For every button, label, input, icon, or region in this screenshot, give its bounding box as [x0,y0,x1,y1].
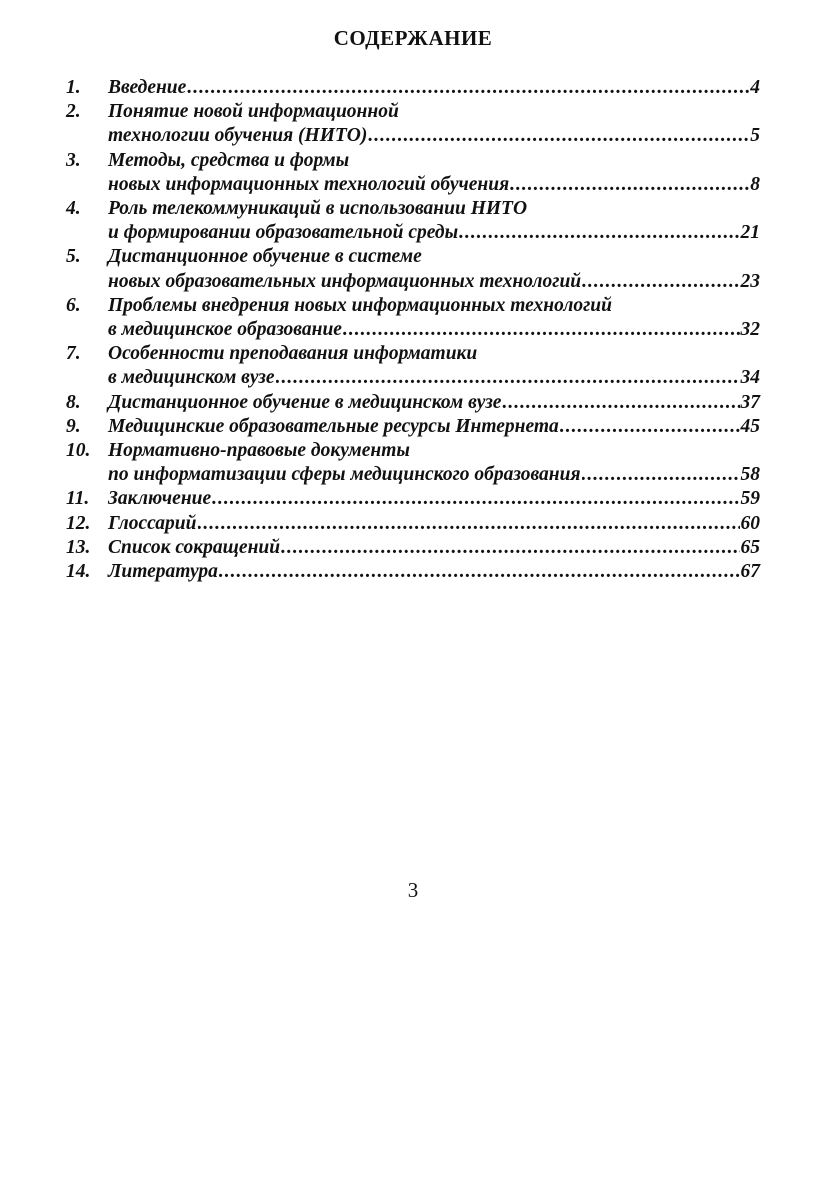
entry-title: в медицинское образование [108,319,342,341]
entry-title: и формировании образовательной среды [108,222,459,244]
entry-page-number: 23 [740,270,760,292]
toc-entry [66,76,760,100]
entry-title: Медицинские образовательные ресурсы Интернета [108,415,559,437]
toc-entry [66,439,760,487]
entry-title: по информатизации сферы медицинского образования [108,464,581,486]
entry-title: Список сокращений [108,536,281,558]
table-of-contents [66,76,760,584]
entry-number: 10. [66,440,91,462]
entry-page-number: 37 [740,391,760,413]
dot-leader [219,560,740,584]
entry-number: 9. [66,415,81,437]
entry-number: 1. [66,77,81,98]
dot-leader [502,391,739,415]
toc-entry [66,149,760,197]
dot-leader [198,512,740,536]
entry-title-line: Особенности преподавания информатики [108,343,478,365]
entry-title-line: Дистанционное обучение в системе [108,246,422,268]
entry-number: 2. [66,101,81,123]
entry-page-number: 58 [740,464,760,486]
entry-number: 3. [66,149,81,171]
entry-number: 8. [66,391,81,413]
entry-number: 12. [66,512,91,534]
entry-page-number: 65 [740,536,760,558]
dot-leader [368,124,749,148]
entry-page-number: 5 [750,125,760,147]
dot-leader [187,76,749,100]
entry-number: 11. [66,488,90,510]
dot-leader [560,415,740,439]
toc-entry [66,487,760,511]
entry-page-number: 45 [740,415,760,437]
entry-number: 13. [66,536,91,558]
toc-entry [66,100,760,148]
entry-title: в медицинском вузе [108,367,275,389]
dot-leader [459,221,739,245]
dot-leader [212,487,739,511]
page-title: СОДЕРЖАНИЕ [333,26,493,50]
entry-title: Литература [108,561,218,583]
entry-page-number: 8 [750,173,760,195]
entry-title: технологии обучения (НИТО) [108,125,368,147]
entry-page-number: 59 [740,488,760,510]
entry-title: Глоссарий [108,512,197,534]
page-number: 3 [407,878,419,902]
toc-entry [66,512,760,536]
entry-page-number: 4 [750,77,760,98]
dot-leader [582,463,740,487]
toc-entry [66,245,760,293]
entry-page-number: 32 [740,319,760,341]
entry-number: 5. [66,246,81,268]
toc-entry [66,197,760,245]
entry-number: 14. [66,561,91,583]
dot-leader [343,318,740,342]
entry-number: 7. [66,343,81,365]
entry-title: Заключение [108,488,212,510]
toc-entry [66,536,760,560]
dot-leader [281,536,739,560]
entry-title-line: Роль телекоммуникаций в использовании НИТО [108,198,528,220]
entry-title-line: Проблемы внедрения новых информационных технологий [108,294,612,316]
entry-page-number: 34 [740,367,760,389]
toc-entry [66,342,760,390]
entry-title: новых образовательных информационных технологий [108,270,582,292]
dot-leader [582,270,739,294]
dot-leader [510,173,749,197]
entry-title: новых информационных технологий обучения [108,173,510,195]
entry-title-line: Нормативно-правовые документы [108,440,410,462]
entry-title: Введение [108,77,187,98]
dot-leader [276,366,740,390]
entry-page-number: 60 [740,512,760,534]
entry-page-number: 67 [740,561,760,583]
entry-page-number: 21 [740,222,760,244]
entry-title-line: Методы, средства и формы [108,149,350,171]
entry-number: 4. [66,198,81,220]
entry-number: 6. [66,294,81,316]
toc-entry [66,294,760,342]
toc-entry [66,415,760,439]
entry-title-line: Понятие новой информационной [108,101,399,123]
toc-entry [66,391,760,415]
toc-entry [66,560,760,584]
entry-title: Дистанционное обучение в медицинском вузе [108,391,502,413]
